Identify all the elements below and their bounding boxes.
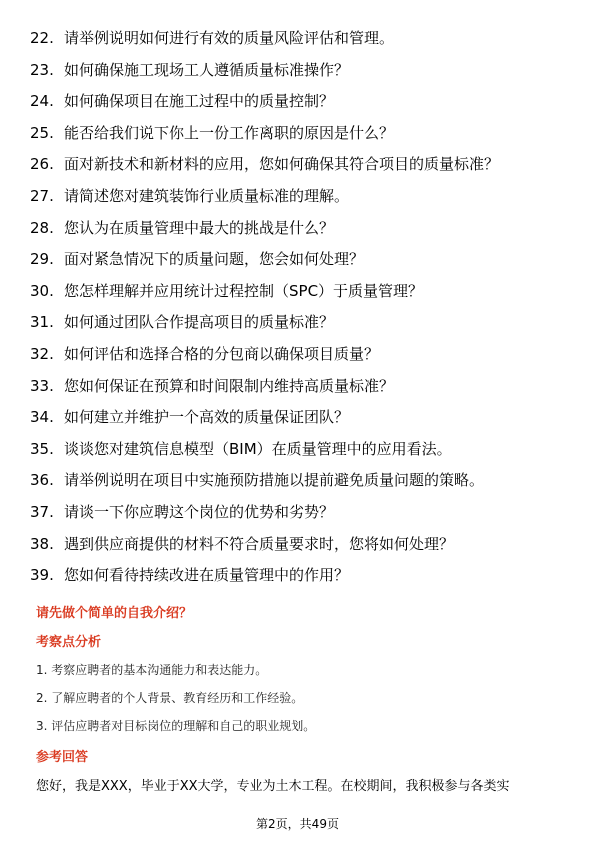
question-text: 您如何看待持续改进在质量管理中的作用？ (64, 566, 350, 585)
question-item (30, 90, 570, 112)
question-number: 30. (30, 281, 54, 300)
analysis-item: 3. 评估应聘者对目标岗位的理解和自己的职业规划。 (36, 719, 316, 733)
question-number: 24. (30, 92, 54, 111)
question-number: 36. (30, 471, 54, 490)
question-item (30, 27, 570, 49)
question-item (30, 375, 570, 397)
question-text: 请举例说明如何进行有效的质量风险评估和管理。 (64, 29, 395, 47)
question-item (30, 533, 570, 555)
question-number: 27. (30, 186, 54, 205)
question-item (30, 248, 570, 270)
question-item (30, 406, 570, 428)
question-text: 面对紧急情况下的质量问题，您会如何处理？ (64, 250, 365, 269)
question-text: 遇到供应商提供的材料不符合质量要求时，您将如何处理？ (64, 534, 455, 553)
analysis-heading: 考察点分析 (36, 635, 102, 650)
question-text: 如何确保项目在施工过程中的质量控制？ (64, 92, 335, 111)
question-text: 能否给我们说下你上一份工作离职的原因是什么？ (64, 123, 395, 142)
question-text: 谈谈您对建筑信息模型（BIM）在质量管理中的应用看法。 (64, 439, 452, 458)
question-number: 26. (30, 155, 54, 174)
question-item (30, 469, 570, 491)
answer-paragraph: 您好，我是XXX，毕业于XX大学，专业为土木工程。在校期间，我积极参与各类实 (36, 779, 510, 794)
question-text: 您如何保证在预算和时间限制内维持高质量标准？ (64, 376, 395, 395)
question-number: 38. (30, 534, 54, 553)
question-text: 如何评估和选择合格的分包商以确保项目质量？ (64, 344, 380, 363)
question-text: 如何建立并维护一个高效的质量保证团队？ (64, 408, 350, 427)
page-footer: 第2页，共49页 (256, 817, 339, 831)
question-number: 37. (30, 502, 54, 521)
question-number: 39. (30, 566, 54, 585)
question-text: 如何通过团队合作提高项目的质量标准？ (64, 313, 335, 332)
question-item (30, 122, 570, 144)
question-item (30, 438, 570, 460)
question-number: 25. (30, 123, 54, 142)
question-item (30, 501, 570, 523)
question-number: 23. (30, 60, 54, 79)
question-number: 22. (30, 29, 54, 47)
question-text: 面对新技术和新材料的应用，您如何确保其符合项目的质量标准？ (64, 155, 500, 174)
question-text: 请举例说明在项目中实施预防措施以提前避免质量问题的策略。 (64, 471, 485, 490)
question-item (30, 280, 570, 302)
analysis-item: 2. 了解应聘者的个人背景、教育经历和工作经验。 (36, 691, 304, 705)
question-text: 您怎样理解并应用统计过程控制（SPC）于质量管理？ (64, 281, 424, 300)
question-text: 请谈一下你应聘这个岗位的优势和劣势？ (64, 502, 335, 521)
question-number: 28. (30, 218, 54, 237)
question-item (30, 59, 570, 81)
question-item (30, 217, 570, 239)
question-text: 如何确保施工现场工人遵循质量标准操作？ (64, 60, 350, 79)
analysis-item: 1. 考察应聘者的基本沟通能力和表达能力。 (36, 663, 268, 677)
question-number: 29. (30, 250, 54, 269)
question-list (30, 27, 570, 596)
question-number: 31. (30, 313, 54, 332)
question-item (30, 153, 570, 175)
question-text: 请简述您对建筑装饰行业质量标准的理解。 (64, 186, 350, 205)
question-item (30, 185, 570, 207)
question-item (30, 564, 570, 586)
question-number: 35. (30, 439, 54, 458)
question-number: 34. (30, 408, 54, 427)
question-number: 33. (30, 376, 54, 395)
question-item (30, 343, 570, 365)
question-item (30, 311, 570, 333)
intro-question-heading: 请先做个简单的自我介绍？ (36, 606, 193, 621)
question-text: 您认为在质量管理中最大的挑战是什么？ (64, 218, 335, 237)
answer-heading: 参考回答 (36, 750, 89, 765)
question-number: 32. (30, 344, 54, 363)
